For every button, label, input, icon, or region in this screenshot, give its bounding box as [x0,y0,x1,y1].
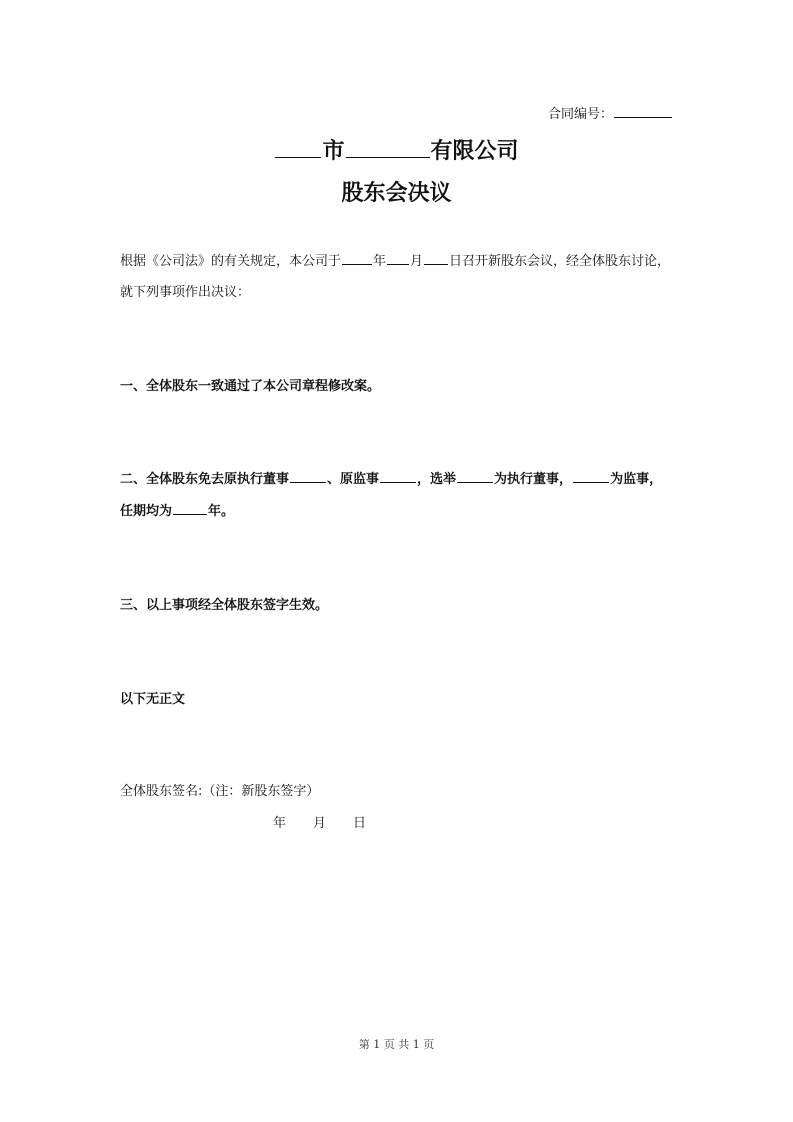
intro-line-2: 就下列事项作出决议： [120,285,251,300]
resolution-item-2-line-2 [120,500,234,519]
company-title [0,134,793,165]
city-blank[interactable] [275,135,321,158]
meeting-day-blank[interactable] [424,251,448,265]
city-suffix: 市 [322,138,345,164]
intro-text-2: 日召开新股东会议，经全体股东讨论， [449,254,671,269]
item2-term-text: 任期均为 [120,504,173,519]
item2-text-b: 、原监事 [327,472,380,487]
signature-month: 月 [313,816,327,831]
signature-label: 全体股东签名:（注：新股东签字） [120,784,320,799]
intro-text: 根据《公司法》的有关规定，本公司于 [120,254,342,269]
month-label: 月 [410,254,424,269]
resolution-item-2-line-1 [120,468,662,487]
contract-number [548,103,673,122]
company-name-blank[interactable] [346,135,430,158]
new-director-blank[interactable] [457,469,493,483]
former-director-blank[interactable] [290,469,326,483]
term-years-blank[interactable] [173,501,207,515]
intro-line-1 [120,250,670,269]
page-footer: 第 1 页 共 1 页 [358,1038,435,1051]
year-label: 年 [373,254,387,269]
signature-day: 日 [353,816,367,831]
item2-term-suffix: 年。 [208,504,235,519]
meeting-year-blank[interactable] [342,251,372,265]
new-supervisor-blank[interactable] [573,469,609,483]
end-note: 以下无正文 [120,692,186,707]
meeting-month-blank[interactable] [387,251,409,265]
item2-text-d: 为执行董事， [494,472,573,487]
item2-text-e: 为监事， [610,472,663,487]
resolution-item-3: 三、以上事项经全体股东签字生效。 [120,598,329,613]
resolution-item-1: 一、全体股东一致通过了本公司章程修改案。 [120,379,381,394]
item2-text-a: 二、全体股东免去原执行董事 [120,472,290,487]
contract-number-label: 合同编号： [547,107,613,122]
company-suffix: 有限公司 [430,138,519,164]
contract-number-blank[interactable] [614,104,672,118]
document-title: 股东会决议 [341,180,452,206]
signature-year: 年 [273,816,287,831]
former-supervisor-blank[interactable] [380,469,416,483]
item2-text-c: ，选举 [417,472,457,487]
